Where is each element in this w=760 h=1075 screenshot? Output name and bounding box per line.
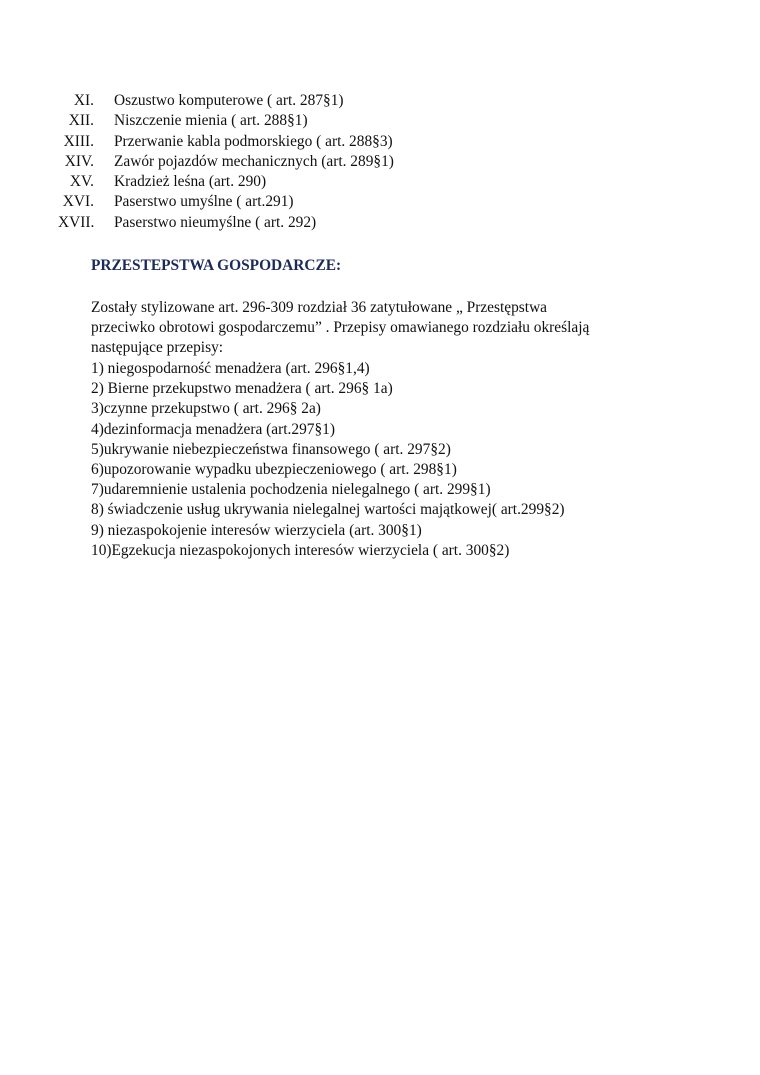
list-item: 3)czynne przekupstwo ( art. 296§ 2a) [91, 400, 321, 418]
list-item: 6)upozorowanie wypadku ubezpieczeniowego ( art. 298§1) [91, 461, 457, 479]
list-item-text: Zawór pojazdów mechanicznych (art. 289§1) [114, 152, 394, 170]
list-item [58, 112, 394, 132]
list-item [58, 214, 394, 234]
list-item: 10)Egzekucja niezaspokojonych interesów wierzyciela ( art. 300§2) [91, 541, 510, 559]
list-item-text: Przerwanie kabla podmorskiego ( art. 288§3) [114, 132, 393, 150]
paragraph-line: przeciwko obrotowi gospodarczemu” . Przepisy omawianego rozdziału określają [91, 319, 590, 337]
list-item: 9) niezaspokojenie interesów wierzyciela (art. 300§1) [91, 521, 422, 539]
list-item [58, 92, 394, 112]
list-item: 8) świadczenie usług ukrywania nielegalnej wartości majątkowej( art.299§2) [91, 501, 565, 519]
list-numeral: XIV. [64, 152, 94, 170]
roman-numbered-list [58, 92, 394, 234]
list-numeral: XIII. [63, 132, 94, 150]
paragraph-line: następujące przepisy: [91, 339, 224, 357]
list-item [58, 173, 394, 193]
list-item [58, 133, 394, 153]
list-item: 7)udaremnienie ustalenia pochodzenia nielegalnego ( art. 299§1) [91, 481, 491, 499]
list-numeral: XVII. [58, 213, 95, 231]
list-item [58, 193, 394, 213]
list-item-text: Niszczenie mienia ( art. 288§1) [114, 112, 308, 130]
intro-paragraph [91, 298, 691, 359]
list-numeral: XI. [73, 92, 94, 109]
list-item: 5)ukrywanie niebezpieczeństwa finansowego ( art. 297§2) [91, 440, 451, 458]
list-item: 1) niegospodarność menadżera (art. 296§1,4) [91, 360, 370, 377]
list-item: 2) Bierne przekupstwo menadżera ( art. 296§ 1a) [91, 380, 393, 398]
list-item [58, 153, 394, 173]
list-numeral: XII. [68, 112, 94, 130]
list-numeral: XVI. [62, 193, 94, 211]
list-item-text: Paserstwo umyślne ( art.291) [114, 193, 294, 211]
list-item-text: Kradzież leśna (art. 290) [114, 173, 267, 191]
list-item: 4)dezinformacja menadżera (art.297§1) [91, 420, 335, 438]
list-numeral: XV. [69, 173, 94, 191]
offense-list [91, 359, 565, 561]
list-item-text: Paserstwo nieumyślne ( art. 292) [114, 213, 317, 231]
paragraph-line: Zostały stylizowane art. 296-309 rozdział 36 zatytułowane „ Przestępstwa [91, 299, 548, 316]
section-heading: PRZESTEPSTWA GOSPODARCZE: [91, 257, 342, 274]
list-item-text: Oszustwo komputerowe ( art. 287§1) [114, 92, 344, 109]
